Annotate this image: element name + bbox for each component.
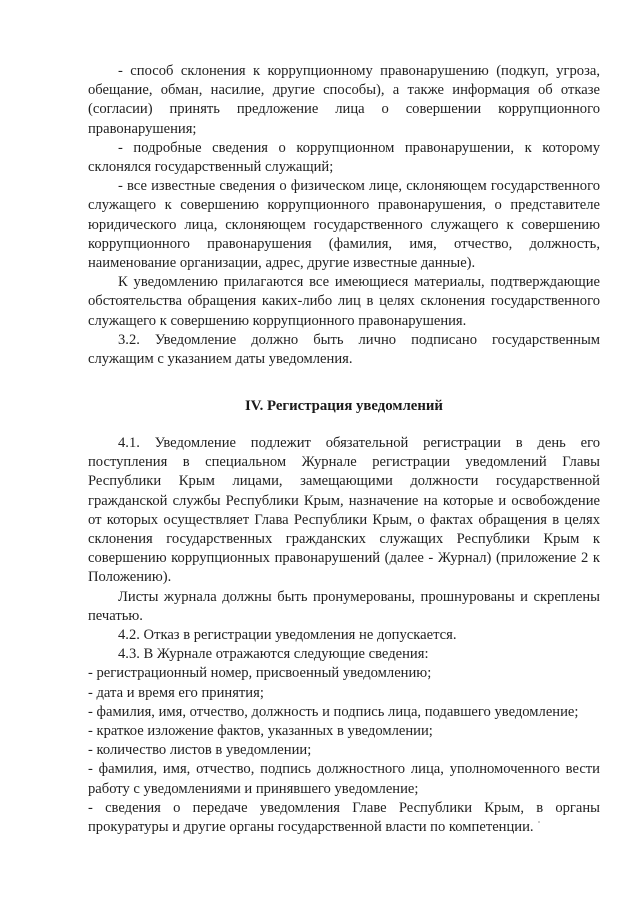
paragraph-offense-details: - подробные сведения о коррупционном правонарушении, к которому склонялся государственный служащий;: [88, 139, 600, 176]
list-item-date-time: - дата и время его принятия;: [88, 684, 264, 701]
section-4-body: [88, 434, 600, 837]
paragraph-3-2-signature: 3.2. Уведомление должно быть лично подписано государственным служащим с указанием даты уведомления.: [88, 331, 600, 368]
section-4-heading: IV. Регистрация уведомлений: [245, 398, 443, 414]
paragraph-inducement-method: - способ склонения к коррупционному правонарушению (подкуп, угроза, обещание, обман, насилие, другие способы), а также информация об отказе (согласии) принять предложение лица о совершении коррупционного правонарушения;: [88, 63, 600, 137]
list-item-transfer-info: - сведения о передаче уведомления Главе Республики Крым, в органы прокуратуры и другие органы государственной власти по компетенции.: [88, 799, 600, 836]
paragraph-journal-sheets: Листы журнала должны быть пронумерованы, прошнурованы и скреплены печатью.: [88, 588, 600, 624]
paragraph-4-3-journal-contents: 4.3. В Журнале отражаются следующие сведения:: [118, 646, 429, 663]
list-item-receiving-official: - фамилия, имя, отчество, подпись должностного лица, уполномоченного вести работу с уведомлениями и принявшего уведомление;: [88, 761, 600, 797]
section-3-continued: [88, 62, 600, 369]
paragraph-known-person-info: - все известные сведения о физическом лице, склоняющем государственного служащего к совершению коррупционного правонарушения, о представителе юридического лица, склоняющем государственного служащего к совершению коррупционного правонарушения (фамилия, имя, отчество, должность, наименование организации, адрес, другие известные данные).: [88, 178, 600, 272]
list-item-sheet-count: - количество листов в уведомлении;: [88, 742, 312, 759]
paragraph-attached-materials: К уведомлению прилагаются все имеющиеся материалы, подтверждающие обстоятельства обращения каких-либо лиц в целях склонения государственного служащего к совершению коррупционного правонарушения.: [88, 274, 600, 329]
paragraph-4-2-no-refusal: 4.2. Отказ в регистрации уведомления не допускается.: [118, 627, 457, 644]
paragraph-4-1-registration: 4.1. Уведомление подлежит обязательной регистрации в день его поступления в специальном Журнале регистрации уведомлений Главы Республики Крым лицами, замещающими должности государственной гражданской службы Республики Крым, назначение на которые и освобождение от которых осуществляет Глава Республики Крым, о фактах обращения в целях склонения государственных гражданских служащих Республики Крым к совершению коррупционных правонарушений (далее - Журнал) (приложение 2 к Положению).: [88, 435, 600, 586]
list-item-facts-summary: - краткое изложение фактов, указанных в уведомлении;: [88, 723, 433, 740]
list-item-submitter-details: - фамилия, имя, отчество, должность и подпись лица, подавшего уведомление;: [88, 703, 579, 720]
scan-speck: [538, 821, 540, 823]
list-item-registration-number: - регистрационный номер, присвоенный уведомлению;: [88, 665, 432, 682]
